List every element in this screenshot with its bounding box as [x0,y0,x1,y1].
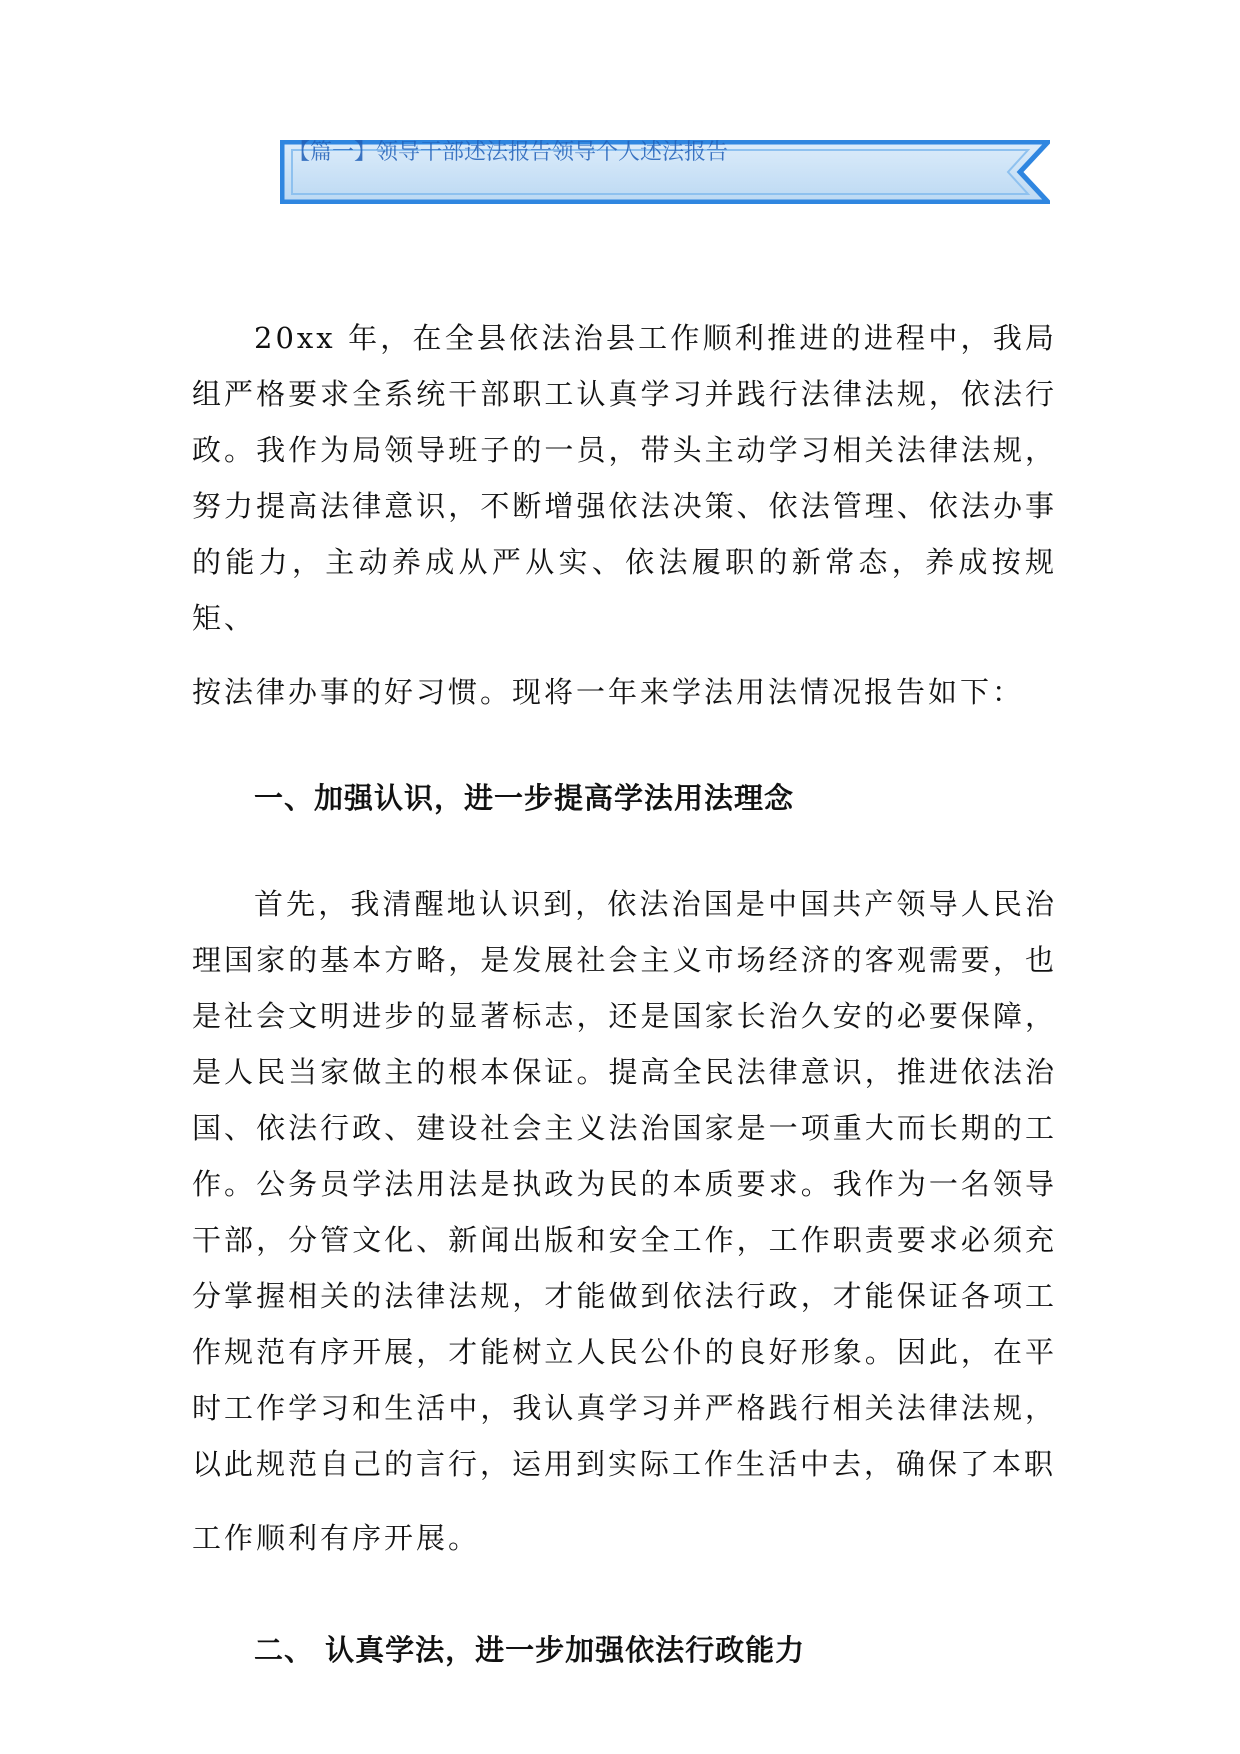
section-1-paragraph-text: 首先，我清醒地认识到，依法治国是中国共产领导人民治理国家的基本方略，是发展社会主义市场经济的客观需要，也是社会文明进步的显著标志，还是国家长治久安的必要保障，是人民当家做主的根本保证。提高全民法律意识，推进依法治国、依法行政、建设社会主义法治国家是一项重大而长期的工作。公务员学法用法是执政为民的本质要求。我作为一名领导干部，分管文化、新闻出版和安全工作，工作职责要求必须充分掌握相关的法律法规，才能做到依法行政，才能保证各项工作规范有序开展，才能树立人民公仆的良好形象。因此，在平时工作学习和生活中，我认真学习并严格践行相关法律法规，以此规范自己的言行，运用到实际工作生活中去，确保了本职 [192,887,1057,1481]
section-heading-1: 一、加强认识，进一步提高学法用法理念 [254,781,795,815]
banner-title: 【篇一】领导干部述法报告领导个人述法报告 [288,140,729,165]
section-1-paragraph-last-line: 工作顺利有序开展。 [192,1521,481,1555]
section-heading-2: 二、 认真学法，进一步加强依法行政能力 [254,1633,806,1667]
title-banner [280,140,1050,204]
section-1-paragraph [192,876,1057,1566]
document-body [192,310,1057,1678]
intro-paragraph-text: 20xx 年，在全县依法治县工作顺利推进的进程中，我局组严格要求全系统干部职工认真学习并践行法律法规，依法行政。我作为局领导班子的一员，带头主动学习相关法律法规，努力提高法律意识，不断增强依法决策、依法管理、依法办事的能力，主动养成从严从实、依法履职的新常态，养成按规矩、 [192,321,1057,635]
intro-paragraph-last-line: 按法律办事的好习惯。现将一年来学法用法情况报告如下： [192,675,1025,709]
intro-paragraph [192,310,1057,720]
